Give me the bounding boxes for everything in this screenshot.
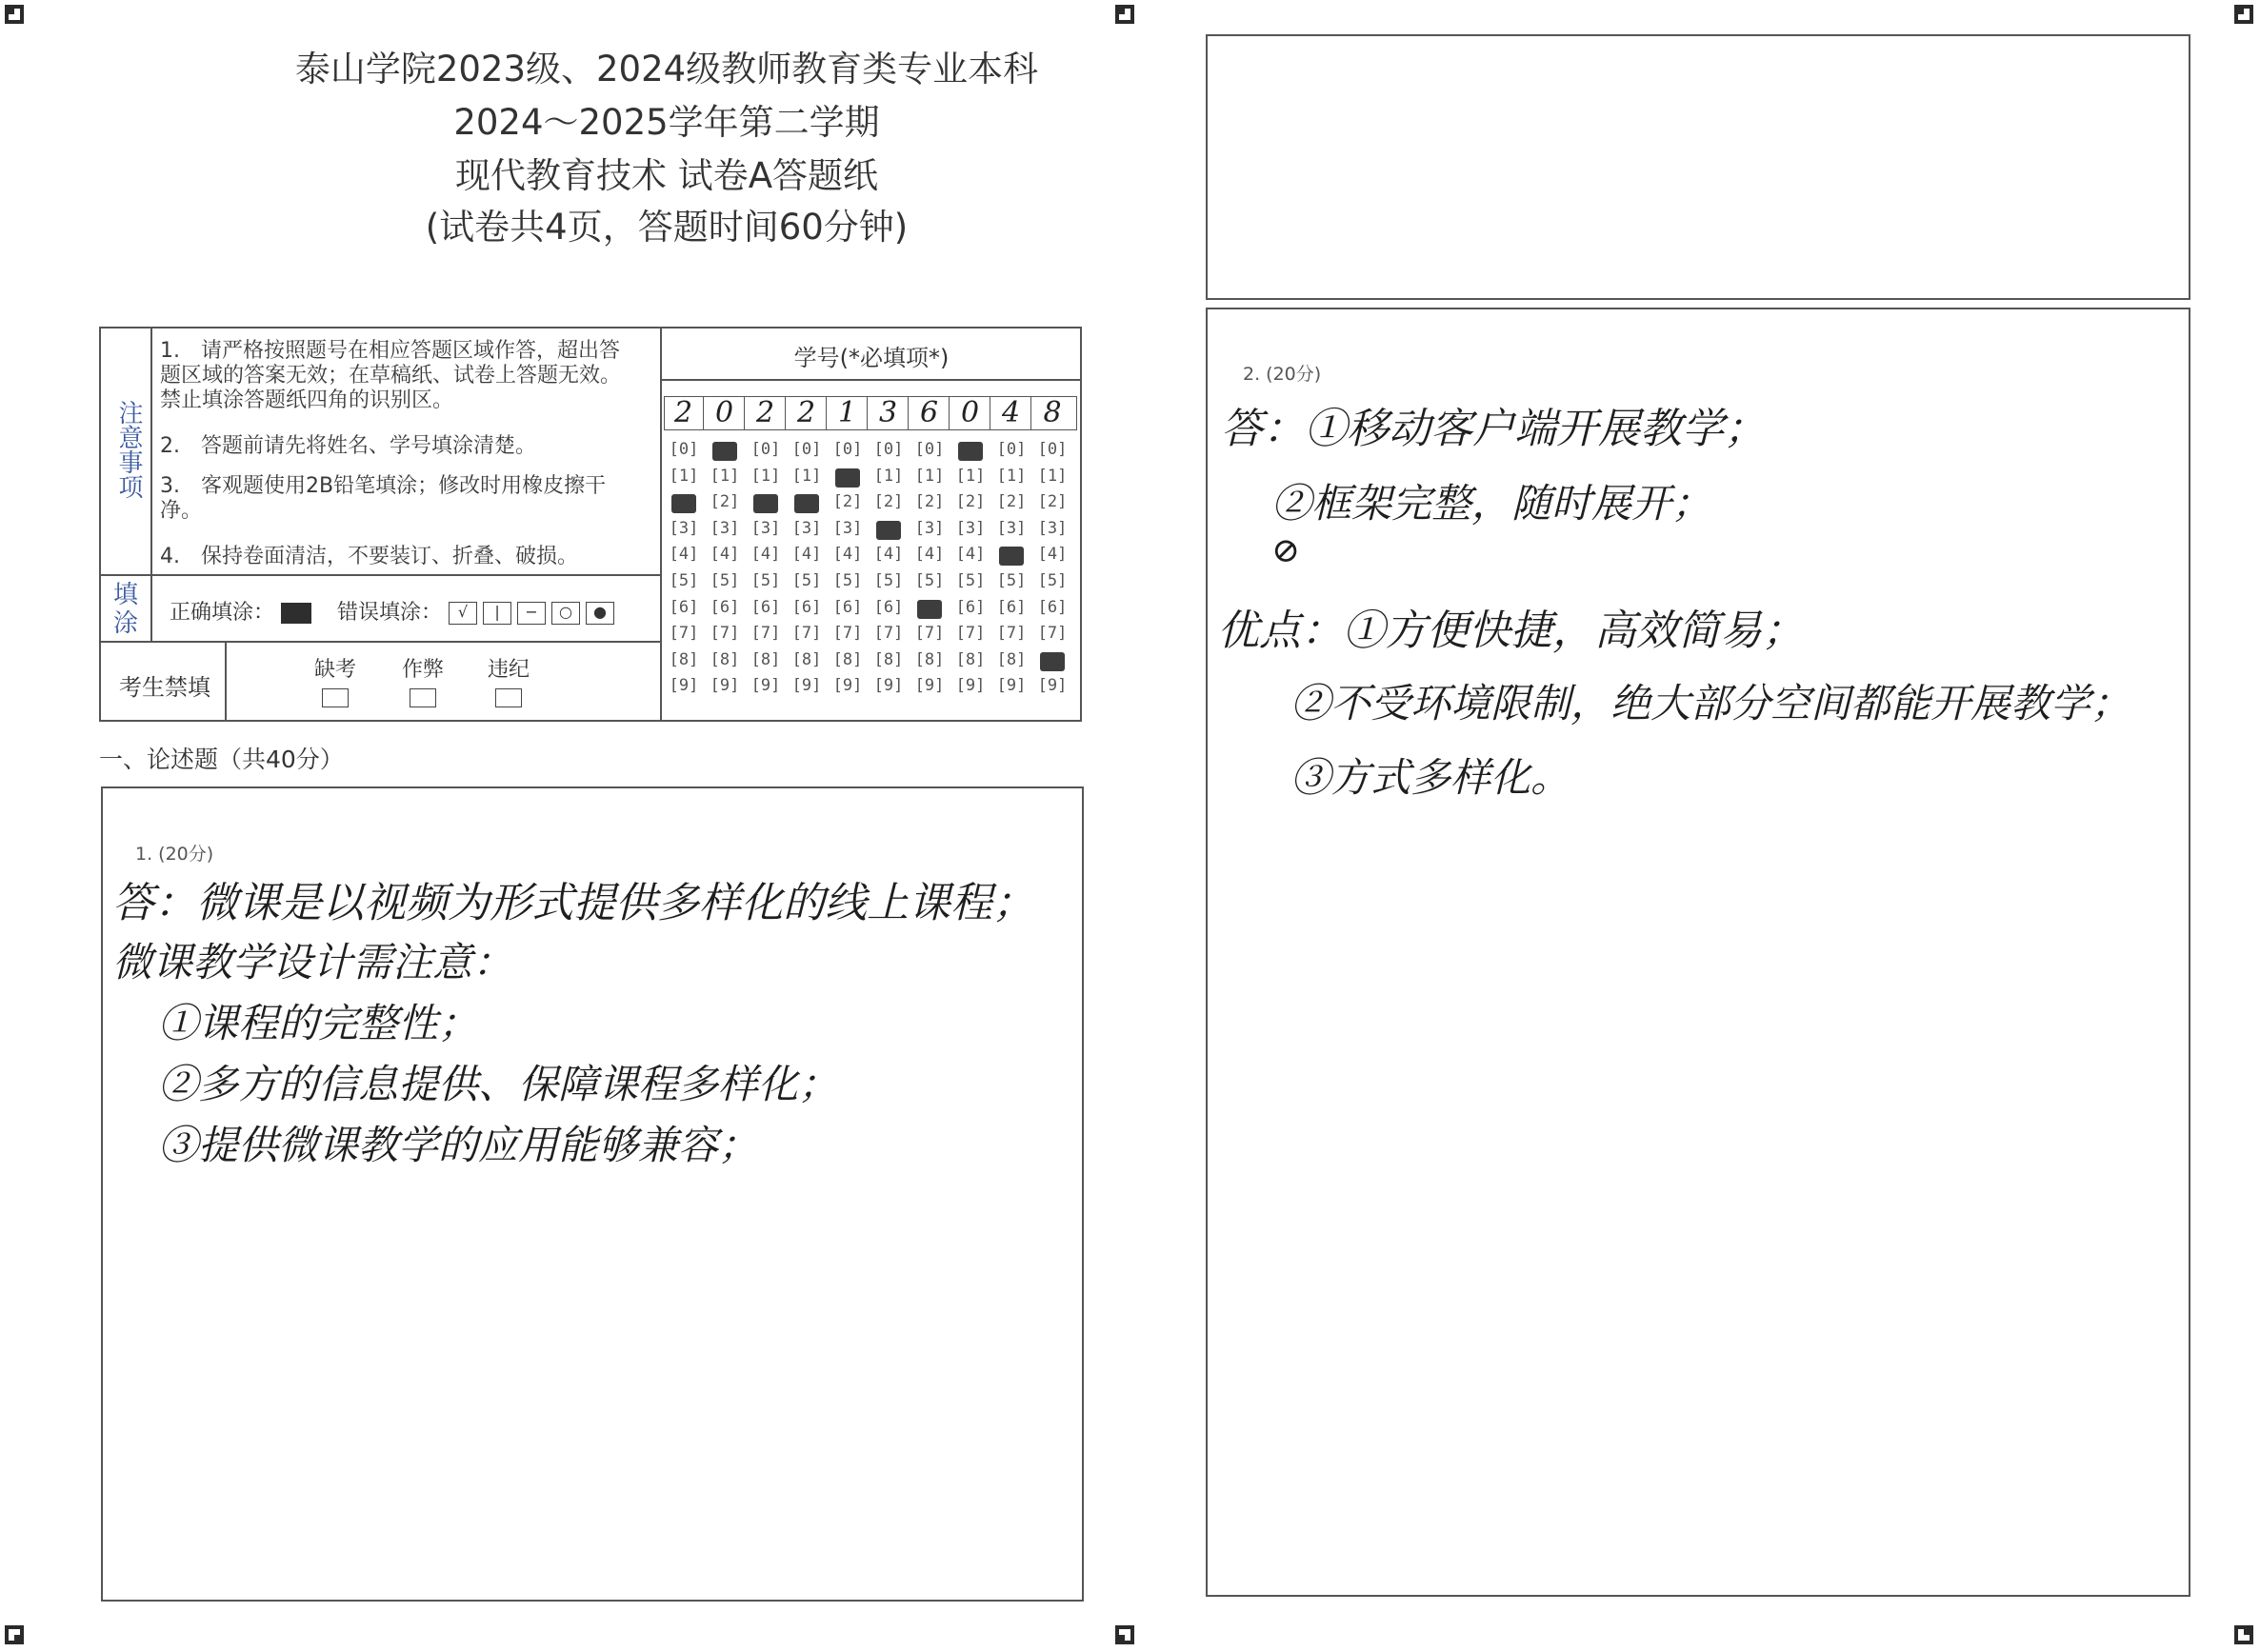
exam-school-title: 泰山学院2023级、2024级教师教育类专业本科 [294, 49, 1039, 90]
forbidden-cheat-label: 作弊 [402, 658, 445, 682]
student-id-bubble-filled[interactable] [876, 521, 901, 540]
student-id-bubble[interactable]: [6] [669, 597, 699, 617]
student-id-bubble[interactable]: [1] [791, 466, 822, 486]
student-id-digit-3: 2 [746, 396, 786, 430]
student-id-bubble[interactable]: [2] [873, 492, 904, 512]
student-id-bubble[interactable]: [3] [996, 518, 1027, 538]
student-id-digit-1: 2 [664, 396, 704, 430]
student-id-bubble[interactable]: [6] [996, 597, 1027, 617]
student-id-bubble[interactable]: [0] [914, 440, 945, 459]
student-id-bubble[interactable]: [8] [750, 649, 781, 669]
student-id-bubble[interactable]: [6] [955, 597, 986, 617]
student-id-bubble-filled[interactable] [958, 442, 983, 461]
student-id-bubble-filled[interactable] [671, 494, 696, 513]
student-id-bubble-filled[interactable] [835, 468, 860, 488]
student-id-bubble[interactable]: [8] [955, 649, 986, 669]
student-id-bubble[interactable]: [9] [832, 676, 863, 696]
fill-wrong-label: 错误填涂： [337, 601, 443, 625]
student-id-bubble[interactable]: [5] [873, 571, 904, 590]
q2-line-3: ⊘ [1271, 531, 1301, 570]
student-id-bubble[interactable]: [1] [955, 466, 986, 486]
fill-rule-label: 填涂 [112, 581, 138, 638]
student-id-bubble[interactable]: [3] [750, 518, 781, 538]
student-id-bubble[interactable]: [4] [1037, 545, 1068, 565]
student-id-digit-10: 8 [1043, 396, 1062, 429]
student-id-bubble[interactable]: [3] [832, 518, 863, 538]
student-id-bubble[interactable]: [1] [669, 466, 699, 486]
forbidden-violation-label: 违纪 [488, 658, 530, 682]
forbidden-absent-checkbox[interactable] [322, 688, 349, 707]
exam-paper-title: 现代教育技术 试卷A答题纸 [454, 155, 879, 196]
q1-line-5: ③提供微课教学的应用能够兼容； [158, 1122, 759, 1168]
student-id-bubble-filled[interactable] [794, 494, 819, 513]
notice-item-2: 2. 答题前请先将姓名、学号填涂清楚。 [160, 434, 536, 458]
notice-label: 注意事项 [114, 400, 143, 499]
student-id-bubble[interactable]: [9] [955, 676, 986, 696]
fill-correct-label: 正确填涂： [170, 601, 275, 625]
student-id-bubble[interactable]: [9] [914, 676, 945, 696]
student-id-bubble[interactable]: [8] [669, 649, 699, 669]
student-id-bubble[interactable]: [5] [914, 571, 945, 590]
student-id-bubble[interactable]: [2] [1037, 492, 1068, 512]
student-id-bubble-filled[interactable] [917, 600, 942, 619]
student-id-bubble[interactable]: [6] [832, 597, 863, 617]
student-id-bubble[interactable]: [1] [710, 466, 740, 486]
student-id-bubble[interactable]: [5] [710, 571, 740, 590]
student-id-bubble[interactable]: [7] [873, 624, 904, 644]
fill-correct-sample [281, 603, 311, 624]
student-id-bubble[interactable]: [6] [1037, 597, 1068, 617]
wrong-mark-dash: − [517, 602, 546, 625]
student-id-bubble[interactable]: [3] [914, 518, 945, 538]
q2-line-1: 答：①移动客户端开展教学； [1221, 405, 1766, 453]
student-id-bubble[interactable]: [5] [955, 571, 986, 590]
student-id-digit-5: 1 [828, 396, 868, 430]
continuation-box[interactable] [1206, 34, 2190, 300]
wrong-mark-circle: ○ [551, 602, 580, 625]
student-id-bubble[interactable]: [4] [750, 545, 781, 565]
student-id-digit-8: 0 [950, 396, 990, 430]
student-id-digit-9: 4 [991, 396, 1031, 430]
q1-line-3: ①课程的完整性； [158, 1000, 479, 1046]
student-id-bubble[interactable]: [5] [669, 571, 699, 590]
student-id-bubble[interactable]: [0] [873, 440, 904, 459]
forbidden-cheat-checkbox[interactable] [410, 688, 436, 707]
student-id-bubble[interactable]: [8] [914, 649, 945, 669]
q2-line-2: ②框架完整，随时展开； [1271, 480, 1712, 527]
student-id-digit-6: 3 [869, 396, 909, 430]
student-id-bubble[interactable]: [2] [955, 492, 986, 512]
student-id-bubble[interactable]: [3] [955, 518, 986, 538]
student-id-bubble[interactable]: [1] [750, 466, 781, 486]
corner-mark-bottom-middle-icon [1114, 1624, 1135, 1645]
student-id-bubble[interactable]: [5] [832, 571, 863, 590]
student-id-bubble[interactable]: [0] [669, 440, 699, 459]
student-id-bubble[interactable]: [3] [1037, 518, 1068, 538]
student-id-bubble[interactable]: [8] [996, 649, 1027, 669]
q1-line-4: ②多方的信息提供、保障课程多样化； [158, 1061, 839, 1107]
student-id-bubble[interactable]: [1] [873, 466, 904, 486]
student-id-bubble[interactable]: [8] [873, 649, 904, 669]
wrong-mark-bar: | [483, 602, 511, 625]
notice-item-4: 4. 保持卷面清洁，不要装订、折叠、破损。 [160, 545, 578, 568]
student-id-bubble[interactable]: [8] [832, 649, 863, 669]
student-id-bubble[interactable]: [4] [873, 545, 904, 565]
student-id-bubble[interactable]: [7] [955, 624, 986, 644]
student-id-bubble[interactable]: [7] [710, 624, 740, 644]
student-id-bubble[interactable]: [3] [669, 518, 699, 538]
notice-item-1: 1. 请严格按照题号在相应答题区域作答，超出答题区域的答案无效；在草稿纸、试卷上答题无效。禁止填涂答题纸四角的识别区。 [160, 339, 622, 412]
exam-term: 2024～2025学年第二学期 [453, 102, 880, 143]
q1-line-2: 微课教学设计需注意： [112, 939, 513, 985]
student-id-bubble[interactable]: [5] [996, 571, 1027, 590]
student-id-bubble[interactable]: [4] [710, 545, 740, 565]
student-id-bubble[interactable]: [2] [996, 492, 1027, 512]
student-id-bubble[interactable]: [1] [1037, 466, 1068, 486]
student-id-bubble[interactable]: [0] [996, 440, 1027, 459]
student-id-bubble[interactable]: [4] [832, 545, 863, 565]
student-id-bubble[interactable]: [2] [914, 492, 945, 512]
forbidden-label: 考生禁填 [119, 674, 210, 701]
student-id-bubble[interactable]: [3] [791, 518, 822, 538]
student-id-bubble[interactable]: [5] [1037, 571, 1068, 590]
student-id-bubble[interactable]: [0] [750, 440, 781, 459]
corner-mark-bottom-right-icon [2233, 1624, 2254, 1645]
student-id-bubble-filled[interactable] [753, 494, 778, 513]
student-id-bubble[interactable]: [8] [710, 649, 740, 669]
corner-mark-top-right-icon [2233, 4, 2254, 25]
forbidden-violation-checkbox[interactable] [495, 688, 522, 707]
student-id-bubble[interactable]: [9] [750, 676, 781, 696]
student-id-bubble[interactable]: [7] [1037, 624, 1068, 644]
student-id-digit-7: 6 [910, 396, 950, 430]
student-id-bubble[interactable]: [4] [914, 545, 945, 565]
student-id-bubble[interactable]: [3] [710, 518, 740, 538]
notice-item-3: 3. 客观题使用2B铅笔填涂；修改时用橡皮擦干净。 [160, 474, 607, 523]
student-id-bubble[interactable]: [0] [1037, 440, 1068, 459]
student-id-bubble[interactable]: [4] [791, 545, 822, 565]
student-id-bubble[interactable]: [9] [996, 676, 1027, 696]
student-id-bubble[interactable]: [1] [996, 466, 1027, 486]
student-id-bubble-filled[interactable] [1040, 652, 1065, 671]
student-id-bubble[interactable]: [4] [669, 545, 699, 565]
student-id-title: 学号(*必填项*) [793, 345, 950, 371]
student-id-bubble[interactable]: [5] [791, 571, 822, 590]
wrong-mark-dot: ● [586, 602, 614, 625]
student-id-bubble[interactable]: [7] [914, 624, 945, 644]
q1-label: 1. (20分) [135, 844, 214, 865]
student-id-bubble[interactable]: [9] [791, 676, 822, 696]
student-id-bubble[interactable]: [8] [791, 649, 822, 669]
student-id-bubble[interactable]: [9] [1037, 676, 1068, 696]
student-id-bubble-filled[interactable] [999, 547, 1024, 566]
student-id-bubble[interactable]: [4] [955, 545, 986, 565]
student-id-bubble[interactable]: [2] [832, 492, 863, 512]
corner-mark-bottom-left-icon [4, 1624, 25, 1645]
student-id-bubble[interactable]: [1] [914, 466, 945, 486]
student-id-digit-2: 0 [705, 396, 745, 430]
student-id-bubble[interactable]: [6] [791, 597, 822, 617]
student-id-bubble[interactable]: [5] [750, 571, 781, 590]
student-id-bubble[interactable]: [7] [750, 624, 781, 644]
student-id-bubble[interactable]: [6] [750, 597, 781, 617]
q1-line-1: 答：微课是以视频为形式提供多样化的线上课程； [112, 879, 1034, 927]
student-id-bubble[interactable]: [6] [873, 597, 904, 617]
exam-note: (试卷共4页，答题时间60分钟) [425, 207, 909, 248]
corner-mark-top-middle-icon [1114, 4, 1135, 25]
student-id-bubble[interactable]: [0] [832, 440, 863, 459]
section-title: 一、论述题（共40分） [99, 746, 344, 773]
student-id-bubble[interactable]: [9] [873, 676, 904, 696]
student-id-bubble[interactable]: [7] [791, 624, 822, 644]
forbidden-absent-label: 缺考 [314, 658, 357, 682]
student-id-digit-4: 2 [787, 396, 827, 430]
student-id-bubble[interactable]: [7] [996, 624, 1027, 644]
student-id-bubble[interactable]: [2] [710, 492, 740, 512]
q2-line-5: ②不受环境限制，绝大部分空间都能开展教学； [1290, 680, 2131, 726]
student-id-bubble[interactable]: [9] [710, 676, 740, 696]
student-id-bubble[interactable]: [6] [710, 597, 740, 617]
student-id-bubble[interactable]: [7] [832, 624, 863, 644]
q2-label: 2. (20分) [1243, 364, 1322, 385]
q2-line-4: 优点：①方便快捷，高效简易； [1217, 607, 1804, 655]
student-id-bubble[interactable]: [7] [669, 624, 699, 644]
q2-line-6: ③方式多样化。 [1290, 754, 1571, 801]
student-id-bubble[interactable]: [9] [669, 676, 699, 696]
corner-mark-top-left-icon [4, 4, 25, 25]
wrong-mark-check: √ [449, 602, 477, 625]
student-id-bubble[interactable]: [0] [791, 440, 822, 459]
student-id-bubble-filled[interactable] [712, 442, 737, 461]
